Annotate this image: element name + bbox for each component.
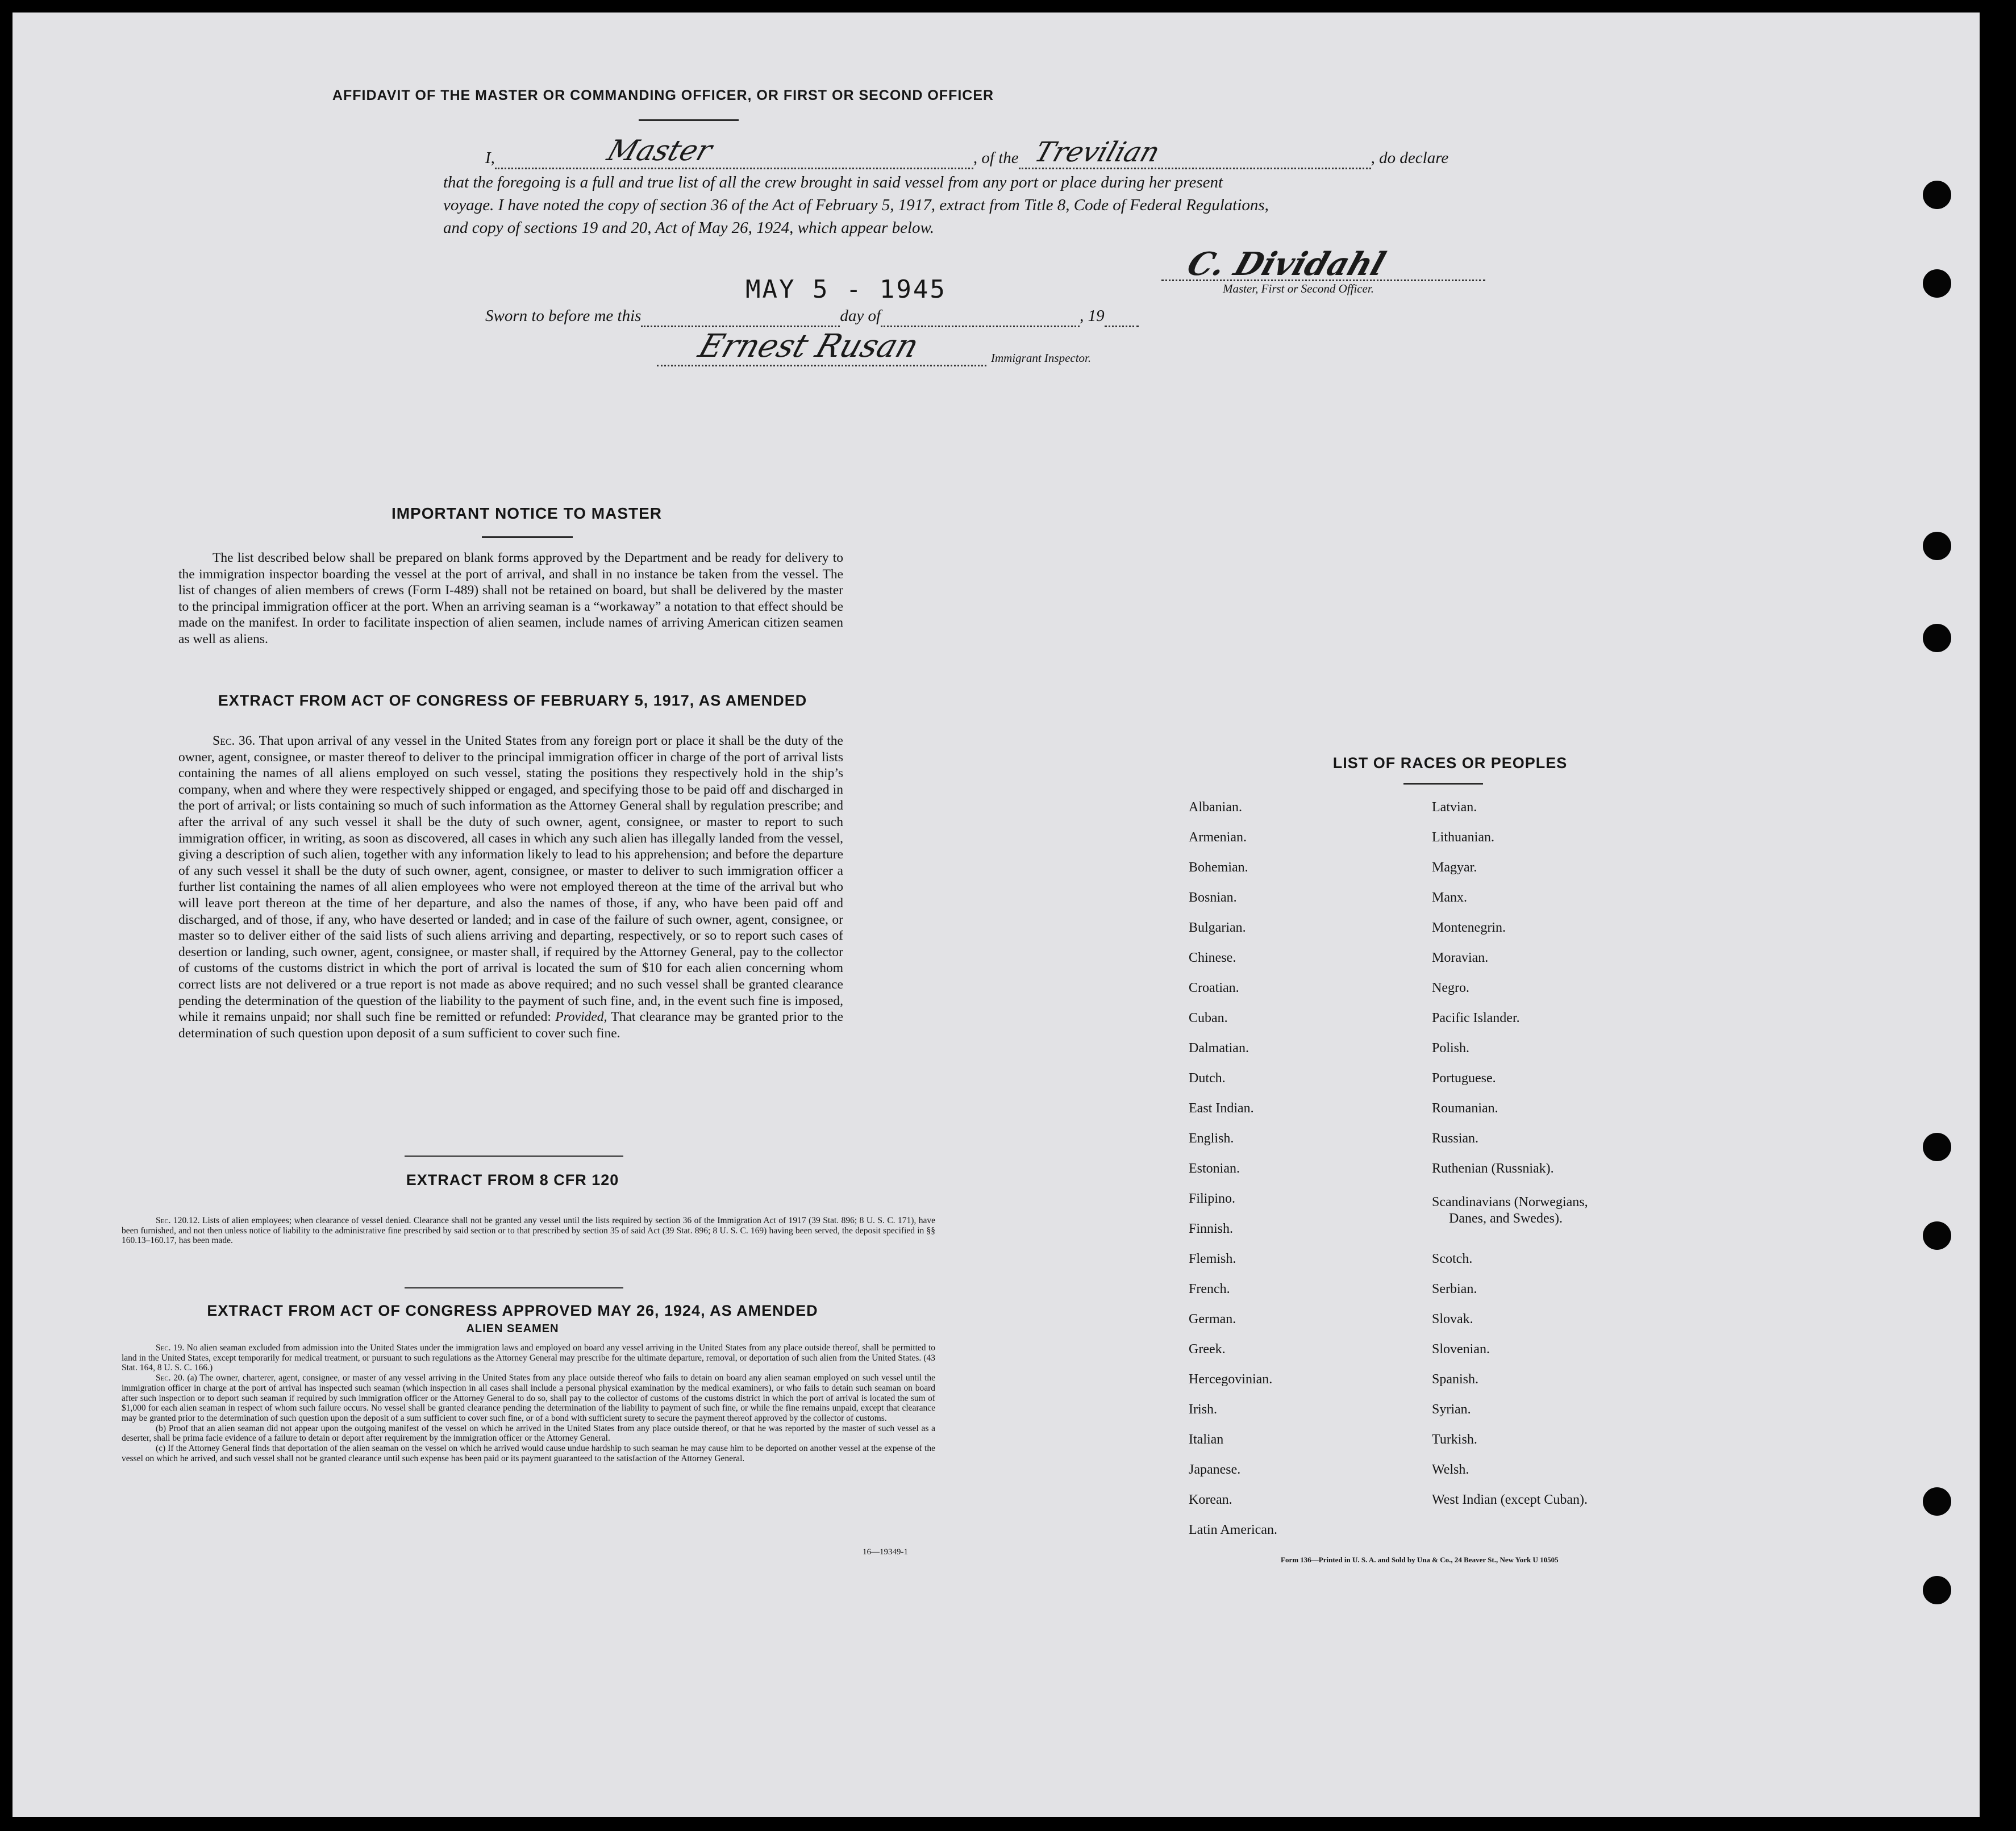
extract-1917-text: Sec. 36. That upon arrival of any vessel in the United States from any foreign port or place it shall be the duty of the owner, agent, consignee, or master thereof to deliver to the principal immigration officer in charge of the port of arrival lists containing the names of all aliens employed on such vessel, stating the positions they respectively hold in the ship’s company, when and where they were respectively shipped or engaged, and specifying those to be paid off and discharged in the port of arrival; or lists containing so much of such information as the Attorney General shall by regulation prescribe; and after the arrival of any such vessel it shall be the duty of such owner, agent, consignee, or master to report to such immigration officer, in writing, as soon as discovered, all cases in which any such alien has illegally landed from the vessel, giving a description of such alien, together with any information likely to lead to his apprehension; and before the departure of any such vessel it shall be the duty of such owner, agent, consignee, or master to deliver to such immigration officer a further list containing the names of all alien employees who were not employed thereon at the time of the arrival but who will leave port thereon at the time of her departure, and also the names of those, if any, who have been paid off and discharged, and of those, if any, who have deserted or landed; and in case of the failure of such owner, agent, consignee, or master so to deliver either of the said lists of such aliens arriving and departing, respectively, or so to report such cases of desertion or landing, such owner, agent, consignee, or master shall, if required by the Attorney General, pay to the collector of customs of the customs district in which the port of arrival is located the sum of $10 for each alien concerning whom correct lists are not delivered or a true report is not made as above required; and no such vessel shall be granted clearance pending the determination of the question of the liability to the payment of such fine, and, in the event such fine is imposed, while it remains unpaid; nor shall such fine be remitted or refunded: Provided, That clearance may be granted prior to the determination of such question upon deposit of a sum sufficient to cover such fine. — [178, 733, 843, 1041]
race-item: Lithuanian. — [1432, 830, 1494, 845]
date-stamp: MAY 5 - 1945 — [745, 275, 947, 304]
master-name-handwritten: Master — [603, 134, 717, 167]
race-item: Spanish. — [1432, 1372, 1479, 1387]
race-item: Armenian. — [1189, 830, 1247, 845]
race-item: Croatian. — [1189, 981, 1239, 995]
punch-hole — [1923, 624, 1951, 652]
race-item: Moravian. — [1432, 950, 1489, 965]
punch-hole — [1923, 1133, 1951, 1161]
race-item: Korean. — [1189, 1492, 1232, 1507]
race-item: Greek. — [1189, 1342, 1226, 1357]
race-item: German. — [1189, 1312, 1236, 1327]
divider — [639, 119, 739, 121]
affidavit-title: AFFIDAVIT OF THE MASTER OR COMMANDING OFFICER, OR FIRST OR SECOND OFFICER — [332, 87, 994, 103]
inspector-label: Immigrant Inspector. — [991, 351, 1092, 365]
alien-seamen-subheading: ALIEN SEAMEN — [466, 1323, 559, 1335]
affidavit-line-3: voyage. I have noted the copy of section 36 of the Act of February 5, 1917, extract from Title 8, Code of Federal Regulations, — [443, 196, 1269, 214]
section-label: Sec. 120.12. — [156, 1216, 200, 1225]
extract-1924-heading: EXTRACT FROM ACT OF CONGRESS APPROVED MAY 26, 1924, AS AMENDED — [207, 1302, 818, 1319]
cfr-text: Sec. 120.12. Lists of alien employees; when clearance of vessel denied. Clearance shall not be granted any vessel until the lists required by section 36 of the Immigration Act of 1917 (39 Stat. 896; 8 U. S. C. 171), have been furnished, and not then unless notice of liability to the administrative fine prescribed by said section or to that prescribed by section 35 of said Act (39 Stat. 896; 8 U. S. C. 169) having been served, the deposit specified in §§ 160.13–160.17, has been made. — [122, 1216, 936, 1246]
punch-hole — [1923, 181, 1951, 209]
race-item: Hercegovinian. — [1189, 1372, 1273, 1387]
divider — [482, 536, 573, 538]
race-item: Magyar. — [1432, 860, 1477, 875]
sworn-line: Sworn to before me this day of , 19 — [485, 307, 1139, 327]
race-item: Dutch. — [1189, 1071, 1226, 1086]
race-item: Polish. — [1432, 1041, 1470, 1056]
race-item: Manx. — [1432, 890, 1467, 905]
extract-1924-text: Sec. 19. No alien seaman excluded from admission into the United States under the immigration laws and employed on board any vessel arriving in the United States from any place outside thereof, shall be permitted to land in the United States, except temporarily for medical treatment, or pursuant to such regulations as the Attorney General may prescribe for the ultimate departure, removal, or deportation of such alien from the United States. (43 Stat. 164, 8 U. S. C. 166.) Sec. 20. (a) The owner, charterer, agent, consignee, or master of any vessel arriving in the United States from any place outside thereof who fails to detain on board any alien seaman employed on such vessel until the immigration officer in charge at the port of arrival has inspected such seaman (which inspection in all cases shall include a personal physical examination by the medical examiners), or who fails to detain such seaman on board after such inspection or to deport such seaman if required by such immigration officer or the Attorney General to do so, shall pay to the collector of customs of the customs district in which the port of arrival is located the sum of $1,000 for each alien seaman in respect of whom such failure occurs. No vessel shall be granted clearance pending the determination of the liability to payment of such fine, or while the fine remains unpaid, except that clearance may be granted prior to the determination of such question upon the deposit of a sum sufficient to cover such fine, or of a bond with sufficient surety to secure the payment thereof approved by the collector of customs. (b) Proof that an alien seaman did not appear upon the outgoing manifest of the vessel on which he arrived in the United States from any place outside thereof, or that he was reported by the master of such vessel as a deserter, shall be prima facie evidence of a failure to detain or deport after requirement by the immigration officer or the Attorney General. (c) If the Attorney General finds that deportation of the alien seaman on the vessel on which he arrived would cause undue hardship to such seaman he may cause him to be deported on another vessel at the expense of the vessel on which he arrived, and such vessel shall not be granted clearance until such expense has been paid or its payment guaranteed to the satisfaction of the Attorney General. — [122, 1343, 936, 1463]
race-item: Latvian. — [1432, 800, 1477, 815]
race-item: Montenegrin. — [1432, 920, 1506, 935]
race-item: Serbian. — [1432, 1282, 1477, 1296]
divider — [1403, 783, 1483, 785]
race-item: Bulgarian. — [1189, 920, 1246, 935]
race-item: Flemish. — [1189, 1252, 1236, 1266]
race-item: Finnish. — [1189, 1221, 1234, 1236]
divider — [405, 1287, 623, 1288]
races-heading: LIST OF RACES OR PEOPLES — [1332, 754, 1568, 771]
race-item: Albanian. — [1189, 800, 1242, 815]
race-item: Welsh. — [1432, 1462, 1469, 1477]
punch-hole — [1923, 1221, 1951, 1250]
cfr-heading: EXTRACT FROM 8 CFR 120 — [406, 1171, 619, 1188]
punch-hole — [1923, 269, 1951, 298]
extract-1917-heading: EXTRACT FROM ACT OF CONGRESS OF FEBRUARY 5, 1917, AS AMENDED — [218, 692, 807, 709]
race-item: Pacific Islander. — [1432, 1011, 1520, 1025]
vessel-name-handwritten: Trevilian — [1030, 136, 1164, 168]
race-item: Estonian. — [1189, 1161, 1240, 1176]
race-item: Danes, and Swedes). — [1449, 1211, 1563, 1226]
punch-hole — [1923, 532, 1951, 560]
notice-text: The list described below shall be prepared on blank forms approved by the Department and be ready for delivery to the immigration inspector boarding the vessel at the port of arrival, and shall in no instance be taken from the vessel. The list of changes of alien members of crews (Form I-489) shall not be retained on board, but shall be delivered by the master to the principal immigration officer at the port. When an arriving seaman is a “workaway” a notation to that effect should be made on the manifest. In order to facilitate inspection of alien seamen, include names of arriving American citizen seamen as well as aliens. — [178, 550, 843, 647]
race-item: Japanese. — [1189, 1462, 1241, 1477]
race-item: Irish. — [1189, 1402, 1217, 1417]
race-item: Portuguese. — [1432, 1071, 1496, 1086]
race-item: Ruthenian (Russniak). — [1432, 1161, 1554, 1176]
race-item: Negro. — [1432, 981, 1469, 995]
section-label: Sec. 36. — [213, 733, 256, 748]
race-item: Turkish. — [1432, 1432, 1477, 1447]
race-item: Slovak. — [1432, 1312, 1473, 1327]
race-item: Bohemian. — [1189, 860, 1248, 875]
race-item: East Indian. — [1189, 1101, 1254, 1116]
print-code: 16—19349-1 — [863, 1548, 908, 1557]
race-item: Cuban. — [1189, 1011, 1228, 1025]
race-item: Slovenian. — [1432, 1342, 1490, 1357]
master-signature: C. Dividahl — [1182, 245, 1390, 283]
inspector-signature: Ernest Rusan — [694, 328, 923, 365]
race-item: Roumanian. — [1432, 1101, 1498, 1116]
race-item: West Indian (except Cuban). — [1432, 1492, 1588, 1507]
race-item: Chinese. — [1189, 950, 1236, 965]
race-item: Scandinavians (Norwegians, — [1432, 1195, 1588, 1209]
race-item: French. — [1189, 1282, 1230, 1296]
race-item: Bosnian. — [1189, 890, 1237, 905]
race-item: Russian. — [1432, 1131, 1479, 1146]
affidavit-line-2: that the foregoing is a full and true list of all the crew brought in said vessel from any port or place during her present — [443, 173, 1223, 191]
notice-heading: IMPORTANT NOTICE TO MASTER — [391, 504, 663, 522]
punch-hole — [1923, 1487, 1951, 1516]
race-item: English. — [1189, 1131, 1234, 1146]
race-item: Scotch. — [1432, 1252, 1473, 1266]
affidavit-line-4: and copy of sections 19 and 20, Act of May 26, 1924, which appear below. — [443, 219, 934, 237]
document-page — [13, 12, 1980, 1817]
race-item: Dalmatian. — [1189, 1041, 1249, 1056]
race-item: Filipino. — [1189, 1191, 1236, 1206]
race-item: Italian — [1189, 1432, 1224, 1447]
punch-hole — [1923, 1576, 1951, 1604]
form-footer: Form 136—Printed in U. S. A. and Sold by Una & Co., 24 Beaver St., New York U 10505 — [1281, 1555, 1559, 1564]
race-item: Latin American. — [1189, 1523, 1277, 1537]
race-item: Syrian. — [1432, 1402, 1471, 1417]
affidavit-line-1: I, Master , of the Trevilian , do declare — [485, 134, 1449, 168]
master-label: Master, First or Second Officer. — [1223, 282, 1374, 295]
divider — [405, 1156, 623, 1157]
